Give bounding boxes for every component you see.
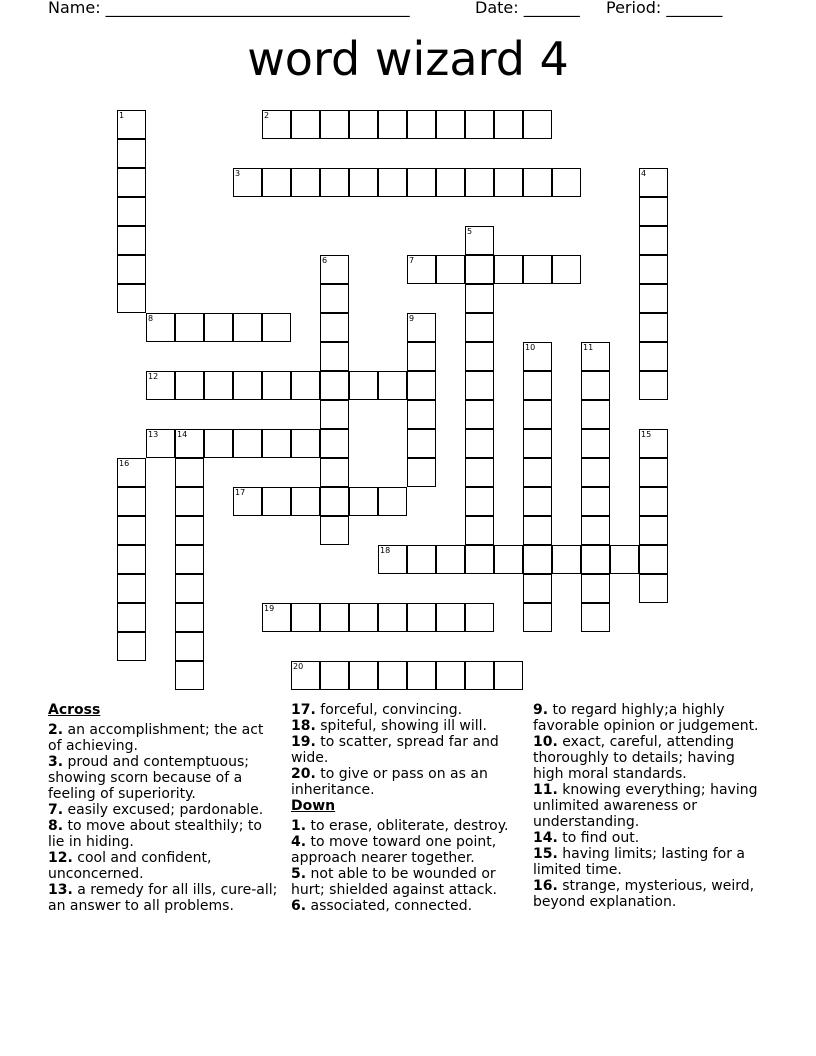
grid-cell[interactable] bbox=[262, 110, 291, 139]
down-heading: Down bbox=[291, 798, 336, 814]
down-clue bbox=[291, 866, 523, 898]
grid-cell[interactable] bbox=[378, 603, 407, 632]
grid-cell[interactable] bbox=[291, 487, 320, 516]
grid-cell[interactable] bbox=[494, 661, 523, 690]
grid-cell[interactable] bbox=[639, 487, 668, 516]
grid-cell[interactable] bbox=[117, 197, 146, 226]
grid-cell[interactable] bbox=[349, 487, 378, 516]
period-field[interactable]: Period: _______ bbox=[606, 0, 723, 17]
clue-number: 20. bbox=[291, 766, 316, 782]
grid-cell[interactable] bbox=[465, 255, 494, 284]
grid-cell[interactable] bbox=[262, 603, 291, 632]
grid-cell[interactable] bbox=[581, 603, 610, 632]
grid-cell[interactable] bbox=[610, 545, 639, 574]
grid-cell[interactable] bbox=[349, 603, 378, 632]
clue-number: 13. bbox=[48, 882, 73, 898]
grid-cell[interactable] bbox=[146, 371, 175, 400]
grid-cell[interactable] bbox=[407, 110, 436, 139]
clue-text: to move toward one point, approach nearer together. bbox=[291, 834, 497, 866]
date-field[interactable]: Date: _______ bbox=[475, 0, 580, 17]
grid-cell[interactable] bbox=[523, 545, 552, 574]
grid-cell[interactable] bbox=[320, 371, 349, 400]
grid-cell[interactable] bbox=[117, 632, 146, 661]
grid-cell[interactable] bbox=[436, 255, 465, 284]
grid-cell[interactable] bbox=[581, 545, 610, 574]
grid-cell[interactable] bbox=[407, 255, 436, 284]
grid-cell[interactable] bbox=[175, 487, 204, 516]
puzzle-title: word wizard 4 bbox=[247, 32, 569, 86]
grid-cell[interactable] bbox=[581, 371, 610, 400]
grid-cell[interactable] bbox=[320, 313, 349, 342]
clue-number: 10. bbox=[533, 734, 558, 750]
grid-cell[interactable] bbox=[523, 458, 552, 487]
grid-cell[interactable] bbox=[378, 545, 407, 574]
grid-cell[interactable] bbox=[581, 516, 610, 545]
clue-number-label: 15 bbox=[641, 430, 652, 439]
clue-number: 8. bbox=[48, 818, 64, 834]
grid-cell[interactable] bbox=[262, 429, 291, 458]
grid-cell[interactable] bbox=[320, 603, 349, 632]
clue-text: a remedy for all ills, cure-all; an answer to all problems. bbox=[48, 882, 278, 914]
grid-cell[interactable] bbox=[639, 458, 668, 487]
clue-number-label: 9 bbox=[409, 314, 415, 323]
grid-cell[interactable] bbox=[494, 110, 523, 139]
clue-text: proud and contemptuous; showing scorn because of a feeling of superiority. bbox=[48, 754, 249, 802]
grid-cell[interactable] bbox=[465, 226, 494, 255]
grid-cell[interactable] bbox=[175, 545, 204, 574]
grid-cell[interactable] bbox=[523, 574, 552, 603]
grid-cell[interactable] bbox=[436, 110, 465, 139]
grid-cell[interactable] bbox=[117, 284, 146, 313]
grid-cell[interactable] bbox=[407, 603, 436, 632]
clue-number-label: 18 bbox=[380, 546, 391, 555]
grid-cell[interactable] bbox=[523, 371, 552, 400]
grid-cell[interactable] bbox=[320, 516, 349, 545]
grid-cell[interactable] bbox=[407, 342, 436, 371]
down-clue bbox=[533, 782, 765, 830]
grid-cell[interactable] bbox=[407, 545, 436, 574]
clue-number: 17. bbox=[291, 702, 316, 718]
name-field[interactable]: Name: ______________________________________ bbox=[48, 0, 410, 17]
grid-cell[interactable] bbox=[465, 429, 494, 458]
clue-number-label: 3 bbox=[235, 169, 241, 178]
clue-number: 14. bbox=[533, 830, 558, 846]
grid-cell[interactable] bbox=[117, 574, 146, 603]
grid-cell[interactable] bbox=[639, 284, 668, 313]
grid-cell[interactable] bbox=[465, 168, 494, 197]
clue-number-label: 11 bbox=[583, 343, 594, 352]
clue-number-label: 1 bbox=[119, 111, 125, 120]
clue-number-label: 8 bbox=[148, 314, 154, 323]
across-clue bbox=[48, 722, 280, 754]
grid-cell[interactable] bbox=[465, 313, 494, 342]
down-clue bbox=[533, 734, 765, 782]
grid-cell[interactable] bbox=[146, 313, 175, 342]
clue-number-label: 7 bbox=[409, 256, 415, 265]
grid-cell[interactable] bbox=[117, 110, 146, 139]
clues-column-3 bbox=[533, 702, 765, 910]
clue-number-label: 10 bbox=[525, 343, 536, 352]
grid-cell[interactable] bbox=[523, 516, 552, 545]
clue-text: to move about stealthily; to lie in hiding. bbox=[48, 818, 262, 850]
grid-cell[interactable] bbox=[320, 487, 349, 516]
clue-text: to scatter, spread far and wide. bbox=[291, 734, 499, 766]
clue-number: 12. bbox=[48, 850, 73, 866]
grid-cell[interactable] bbox=[349, 110, 378, 139]
across-clue bbox=[48, 818, 280, 850]
clue-number: 6. bbox=[291, 898, 307, 914]
grid-cell[interactable] bbox=[291, 661, 320, 690]
grid-cell[interactable] bbox=[349, 661, 378, 690]
grid-cell[interactable] bbox=[494, 545, 523, 574]
clue-number-label: 14 bbox=[177, 430, 188, 439]
grid-cell[interactable] bbox=[175, 313, 204, 342]
grid-cell[interactable] bbox=[233, 168, 262, 197]
down-clue bbox=[533, 702, 765, 734]
grid-cell[interactable] bbox=[639, 255, 668, 284]
grid-cell[interactable] bbox=[117, 168, 146, 197]
grid-cell[interactable] bbox=[465, 603, 494, 632]
grid-cell[interactable] bbox=[465, 661, 494, 690]
clue-number: 9. bbox=[533, 702, 549, 718]
clue-text: to erase, obliterate, destroy. bbox=[306, 818, 509, 834]
grid-cell[interactable] bbox=[465, 516, 494, 545]
down-clue bbox=[533, 830, 765, 846]
clue-text: having limits; lasting for a limited time. bbox=[533, 846, 745, 878]
grid-cell[interactable] bbox=[639, 168, 668, 197]
grid-cell[interactable] bbox=[320, 661, 349, 690]
grid-cell[interactable] bbox=[291, 371, 320, 400]
grid-cell[interactable] bbox=[581, 342, 610, 371]
grid-cell[interactable] bbox=[378, 487, 407, 516]
grid-cell[interactable] bbox=[204, 313, 233, 342]
grid-cell[interactable] bbox=[320, 110, 349, 139]
clue-text: to find out. bbox=[557, 830, 640, 846]
grid-cell[interactable] bbox=[639, 429, 668, 458]
grid-cell[interactable] bbox=[349, 168, 378, 197]
grid-cell[interactable] bbox=[378, 168, 407, 197]
grid-cell[interactable] bbox=[581, 458, 610, 487]
grid-cell[interactable] bbox=[436, 168, 465, 197]
clue-number: 3. bbox=[48, 754, 64, 770]
clue-number-label: 13 bbox=[148, 430, 159, 439]
grid-cell[interactable] bbox=[175, 603, 204, 632]
grid-cell[interactable] bbox=[465, 458, 494, 487]
clue-text: cool and confident, unconcerned. bbox=[48, 850, 212, 882]
grid-cell[interactable] bbox=[117, 226, 146, 255]
clues-column-2 bbox=[291, 702, 523, 914]
clue-text: spiteful, showing ill will. bbox=[315, 718, 487, 734]
grid-cell[interactable] bbox=[465, 342, 494, 371]
grid-cell[interactable] bbox=[233, 313, 262, 342]
grid-cell[interactable] bbox=[262, 487, 291, 516]
down-clue bbox=[291, 898, 523, 914]
grid-cell[interactable] bbox=[639, 313, 668, 342]
grid-cell[interactable] bbox=[407, 371, 436, 400]
grid-cell[interactable] bbox=[320, 429, 349, 458]
grid-cell[interactable] bbox=[291, 429, 320, 458]
across-heading: Across bbox=[48, 702, 101, 718]
grid-cell[interactable] bbox=[117, 487, 146, 516]
grid-cell[interactable] bbox=[378, 110, 407, 139]
grid-cell[interactable] bbox=[204, 429, 233, 458]
grid-cell[interactable] bbox=[552, 168, 581, 197]
clue-text: forceful, convincing. bbox=[315, 702, 463, 718]
across-clue bbox=[48, 802, 280, 818]
across-clue bbox=[48, 754, 280, 802]
grid-cell[interactable] bbox=[320, 284, 349, 313]
clue-number-label: 20 bbox=[293, 662, 304, 671]
clue-number: 7. bbox=[48, 802, 64, 818]
grid-cell[interactable] bbox=[117, 516, 146, 545]
grid-cell[interactable] bbox=[378, 371, 407, 400]
grid-cell[interactable] bbox=[407, 429, 436, 458]
clue-text: not able to be wounded or hurt; shielded against attack. bbox=[291, 866, 497, 898]
grid-cell[interactable] bbox=[523, 255, 552, 284]
grid-cell[interactable] bbox=[117, 545, 146, 574]
grid-cell[interactable] bbox=[320, 168, 349, 197]
clue-number-label: 19 bbox=[264, 604, 275, 613]
grid-cell[interactable] bbox=[407, 168, 436, 197]
down-clue bbox=[533, 846, 765, 878]
across-clue bbox=[291, 734, 523, 766]
clue-number: 18. bbox=[291, 718, 316, 734]
clue-number: 15. bbox=[533, 846, 558, 862]
grid-cell[interactable] bbox=[581, 487, 610, 516]
clue-text: to give or pass on as an inheritance. bbox=[291, 766, 488, 798]
grid-cell[interactable] bbox=[523, 400, 552, 429]
grid-cell[interactable] bbox=[639, 545, 668, 574]
clue-number-label: 6 bbox=[322, 256, 328, 265]
grid-cell[interactable] bbox=[465, 110, 494, 139]
down-clue bbox=[533, 878, 765, 910]
grid-cell[interactable] bbox=[639, 197, 668, 226]
grid-cell[interactable] bbox=[494, 255, 523, 284]
grid-cell[interactable] bbox=[233, 487, 262, 516]
grid-cell[interactable] bbox=[639, 516, 668, 545]
grid-cell[interactable] bbox=[407, 313, 436, 342]
grid-cell[interactable] bbox=[320, 255, 349, 284]
grid-cell[interactable] bbox=[436, 661, 465, 690]
down-clue bbox=[291, 818, 523, 834]
grid-cell[interactable] bbox=[581, 429, 610, 458]
grid-cell[interactable] bbox=[407, 458, 436, 487]
clue-text: an accomplishment; the act of achieving. bbox=[48, 722, 264, 754]
grid-cell[interactable] bbox=[523, 429, 552, 458]
grid-cell[interactable] bbox=[639, 574, 668, 603]
grid-cell[interactable] bbox=[175, 574, 204, 603]
clue-number-label: 2 bbox=[264, 111, 270, 120]
across-clue bbox=[291, 702, 523, 718]
clue-number-label: 12 bbox=[148, 372, 159, 381]
grid-cell[interactable] bbox=[233, 429, 262, 458]
grid-cell[interactable] bbox=[262, 371, 291, 400]
grid-cell[interactable] bbox=[581, 574, 610, 603]
clue-number: 4. bbox=[291, 834, 307, 850]
grid-cell[interactable] bbox=[465, 371, 494, 400]
across-clue bbox=[291, 718, 523, 734]
clue-number: 5. bbox=[291, 866, 307, 882]
grid-cell[interactable] bbox=[436, 603, 465, 632]
grid-cell[interactable] bbox=[262, 168, 291, 197]
grid-cell[interactable] bbox=[291, 603, 320, 632]
grid-cell[interactable] bbox=[117, 603, 146, 632]
grid-cell[interactable] bbox=[465, 487, 494, 516]
grid-cell[interactable] bbox=[262, 313, 291, 342]
grid-cell[interactable] bbox=[320, 458, 349, 487]
clue-text: exact, careful, attending thoroughly to details; having high moral standards. bbox=[533, 734, 735, 782]
clue-text: to regard highly;a highly favorable opinion or judgement. bbox=[533, 702, 759, 734]
grid-cell[interactable] bbox=[523, 110, 552, 139]
grid-cell[interactable] bbox=[175, 371, 204, 400]
grid-cell[interactable] bbox=[639, 342, 668, 371]
grid-cell[interactable] bbox=[552, 255, 581, 284]
grid-cell[interactable] bbox=[117, 255, 146, 284]
clues-column-1 bbox=[48, 702, 280, 914]
grid-cell[interactable] bbox=[320, 342, 349, 371]
grid-cell[interactable] bbox=[146, 429, 175, 458]
across-clue bbox=[291, 766, 523, 798]
grid-cell[interactable] bbox=[639, 371, 668, 400]
clue-number: 16. bbox=[533, 878, 558, 894]
grid-cell[interactable] bbox=[175, 458, 204, 487]
grid-cell[interactable] bbox=[407, 661, 436, 690]
grid-cell[interactable] bbox=[320, 400, 349, 429]
grid-cell[interactable] bbox=[552, 545, 581, 574]
grid-cell[interactable] bbox=[204, 371, 233, 400]
clue-text: knowing everything; having unlimited awareness or understanding. bbox=[533, 782, 758, 830]
grid-cell[interactable] bbox=[523, 168, 552, 197]
grid-cell[interactable] bbox=[465, 545, 494, 574]
grid-cell[interactable] bbox=[175, 516, 204, 545]
grid-cell[interactable] bbox=[291, 110, 320, 139]
clue-number-label: 5 bbox=[467, 227, 473, 236]
grid-cell[interactable] bbox=[523, 487, 552, 516]
grid-cell[interactable] bbox=[291, 168, 320, 197]
grid-cell[interactable] bbox=[175, 632, 204, 661]
grid-cell[interactable] bbox=[233, 371, 262, 400]
grid-cell[interactable] bbox=[378, 661, 407, 690]
grid-cell[interactable] bbox=[465, 400, 494, 429]
grid-cell[interactable] bbox=[117, 139, 146, 168]
across-clue bbox=[48, 882, 280, 914]
clue-text: easily excused; pardonable. bbox=[63, 802, 264, 818]
grid-cell[interactable] bbox=[436, 545, 465, 574]
clue-number: 1. bbox=[291, 818, 307, 834]
grid-cell[interactable] bbox=[175, 661, 204, 690]
grid-cell[interactable] bbox=[117, 458, 146, 487]
grid-cell[interactable] bbox=[523, 603, 552, 632]
clue-number-label: 4 bbox=[641, 169, 647, 178]
clue-number: 2. bbox=[48, 722, 64, 738]
clue-text: associated, connected. bbox=[306, 898, 473, 914]
grid-cell[interactable] bbox=[639, 226, 668, 255]
clue-number: 19. bbox=[291, 734, 316, 750]
clue-number: 11. bbox=[533, 782, 558, 798]
clue-number-label: 16 bbox=[119, 459, 130, 468]
grid-cell[interactable] bbox=[349, 371, 378, 400]
down-clue bbox=[291, 834, 523, 866]
clue-text: strange, mysterious, weird, beyond explanation. bbox=[533, 878, 755, 910]
grid-cell[interactable] bbox=[465, 284, 494, 313]
grid-cell[interactable] bbox=[407, 400, 436, 429]
grid-cell[interactable] bbox=[581, 400, 610, 429]
clue-number-label: 17 bbox=[235, 488, 246, 497]
grid-cell[interactable] bbox=[494, 168, 523, 197]
grid-cell[interactable] bbox=[523, 342, 552, 371]
grid-cell[interactable] bbox=[175, 429, 204, 458]
across-clue bbox=[48, 850, 280, 882]
